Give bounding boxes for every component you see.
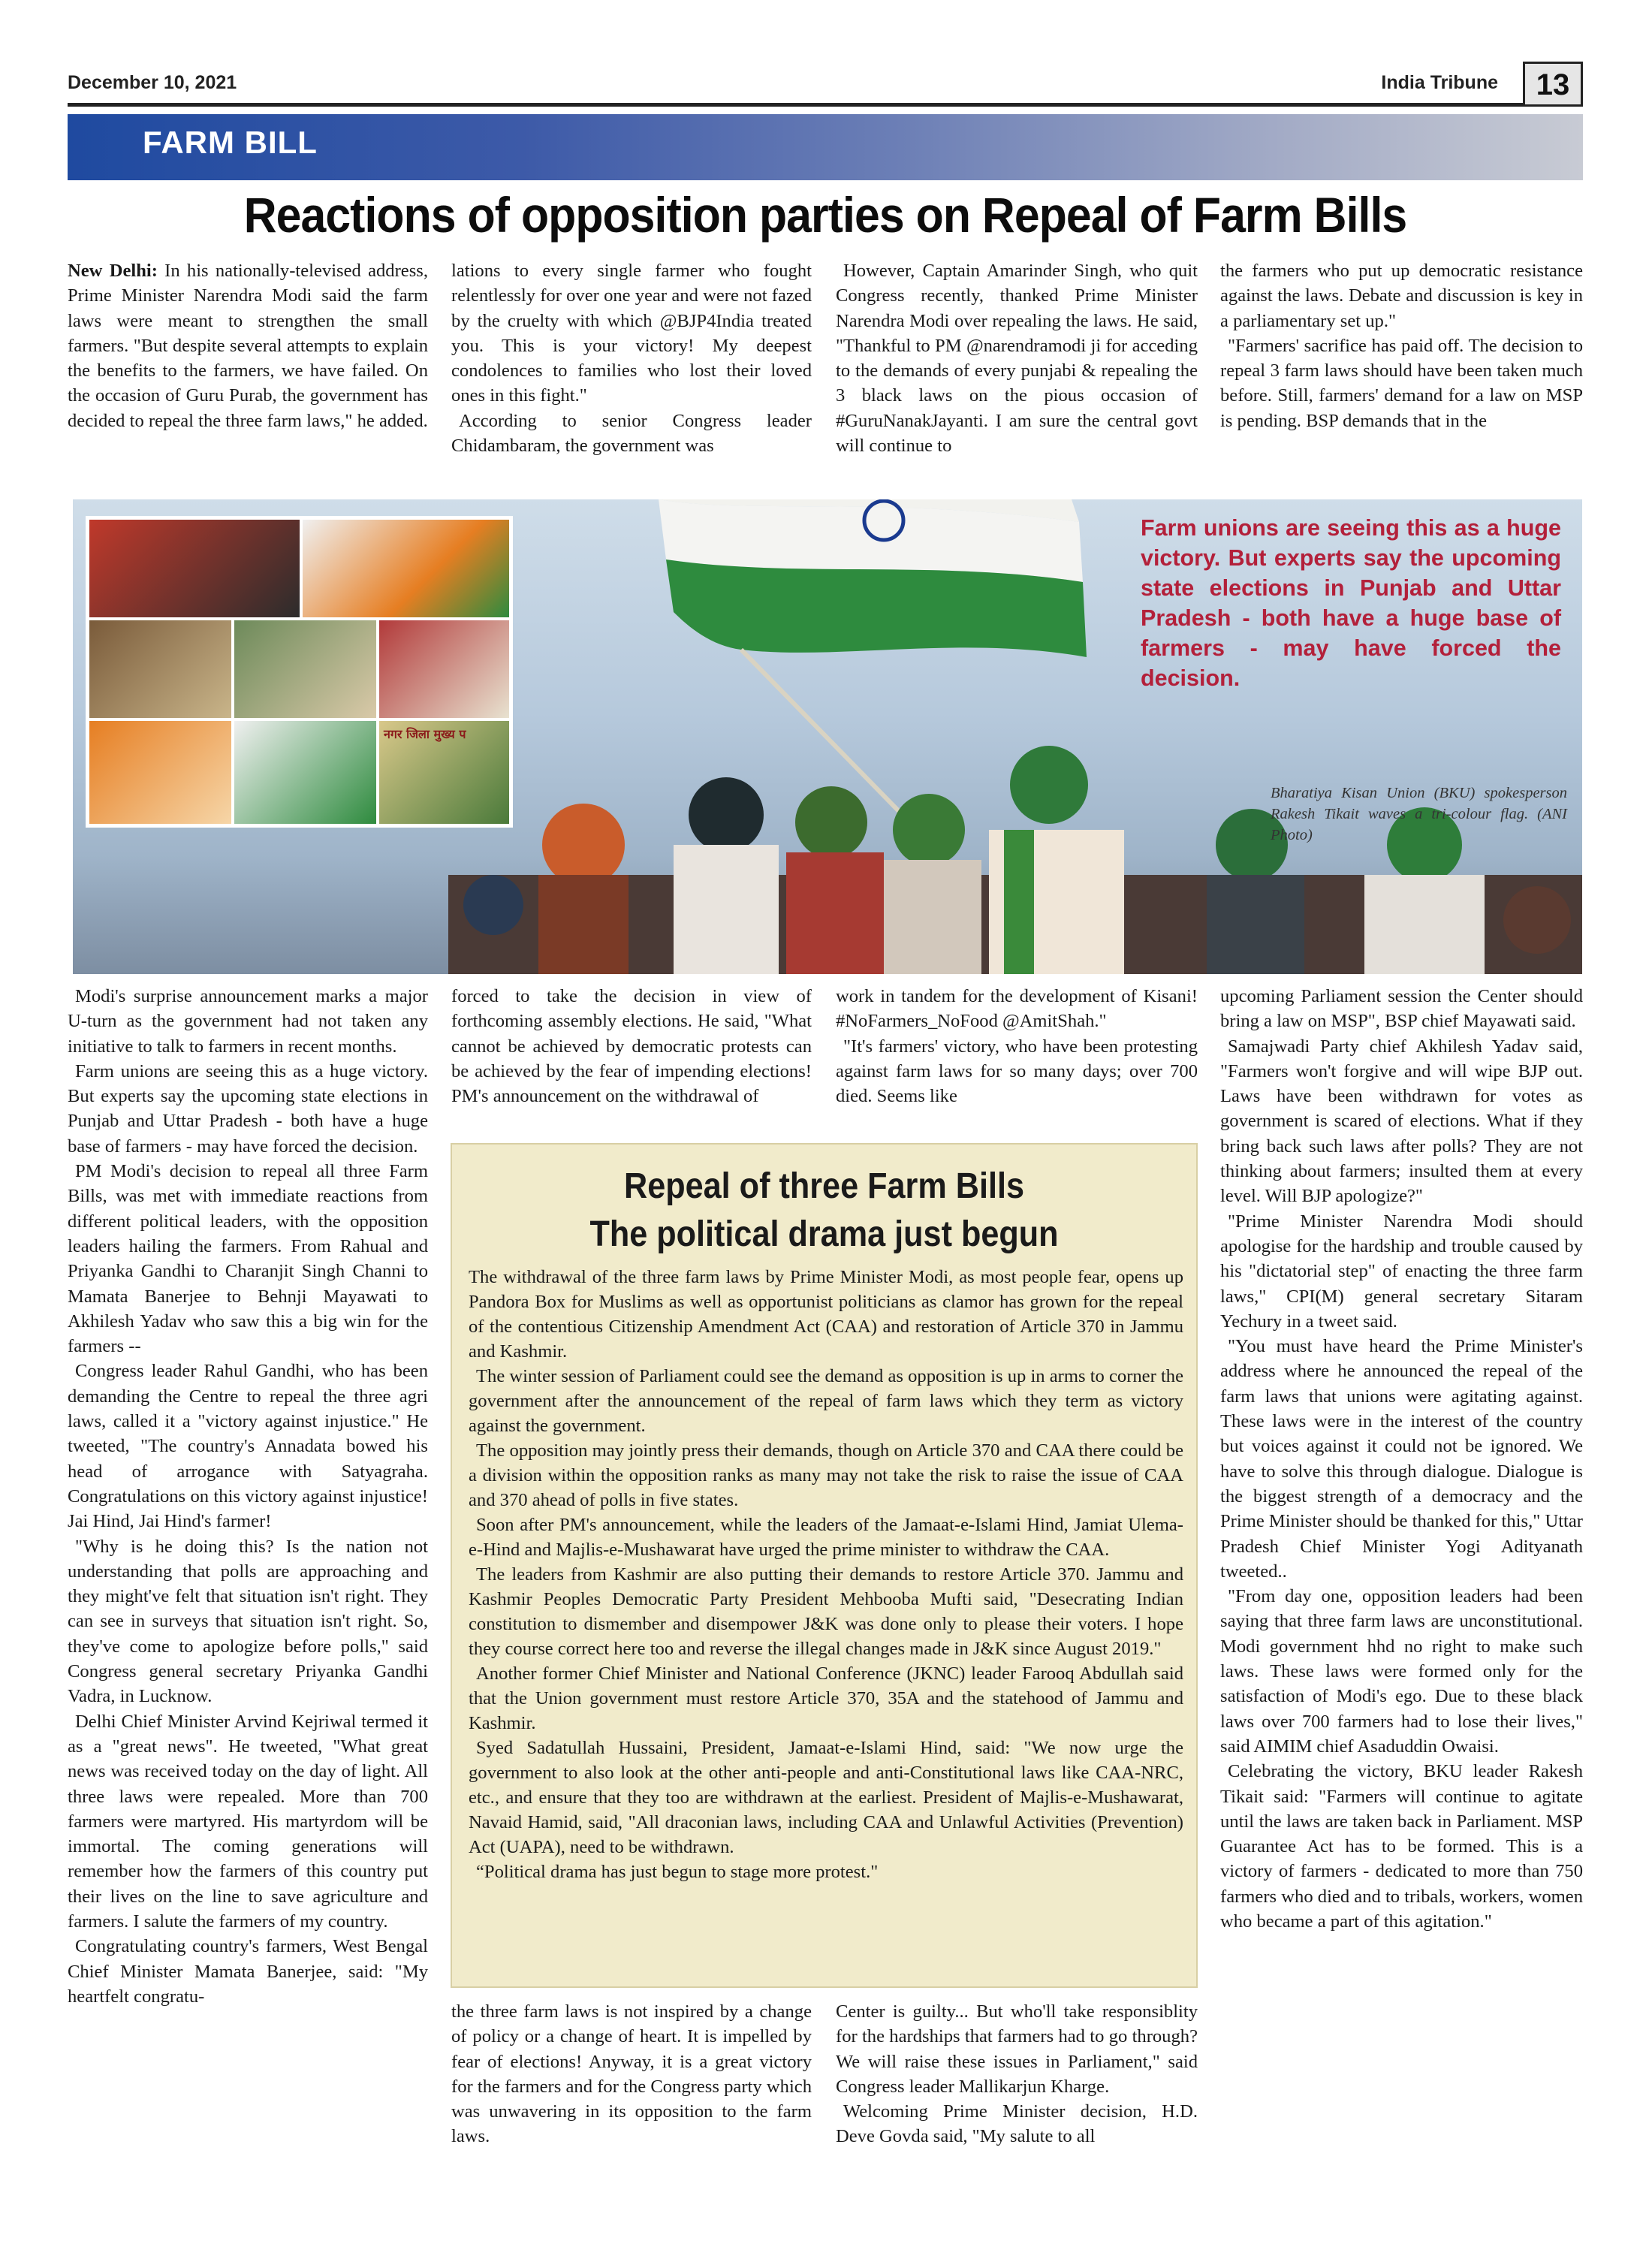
- photo-caption: Bharatiya Kisan Union (BKU) spokesperson Rakesh Tikait waves a tri-colour flag. (ANI Photo): [1271, 785, 1567, 843]
- sidebar-title-line-1: Repeal of three Farm Bills: [624, 1166, 1024, 1206]
- article-column-2-bottom: [451, 984, 812, 1134]
- page-number: 13: [1523, 62, 1583, 107]
- paragraph: The opposition may jointly press their demands, though on Article 370 and CAA there could be a division within the opposition ranks as many may not take the risk to raise the issue of CAA and 370 ahead of polls in five states.: [469, 1440, 1183, 1510]
- paragraph: Another former Chief Minister and National Conference (JKNC) leader Farooq Abdullah said that the Union government must restore Article 370, 35A and the statehood of Jammu and Kashmir.: [469, 1663, 1183, 1733]
- paragraph: Center is guilty... But who'll take responsiblity for the hardships that farmers had to go through? We will raise these issues in Parliament," said Congress leader Mallikarjun Kharge.: [836, 2001, 1198, 2097]
- collage-photo: [378, 619, 511, 719]
- paragraph: Farm unions are seeing this as a huge victory. But experts say the upcoming state elections in Punjab and Uttar Pradesh - both have a huge base of farmers - may have forced the decision.: [68, 1060, 428, 1157]
- paragraph: forced to take the decision in view of forthcoming assembly elections. He said, "What cannot be achieved by democratic protests can be achieved by the fear of impending elections! PM's announcement on the withdrawal of: [451, 986, 812, 1107]
- paragraph: Modi's surprise announcement marks a major U-turn as the government had not taken any initiative to talk to farmers in recent months.: [68, 986, 428, 1057]
- paragraph: "Farmers' sacrifice has paid off. The decision to repeal 3 farm laws should have been taken much before. Still, farmers' demand for a law on MSP is pending. BSP demands that in the: [1220, 335, 1583, 431]
- article-column-3-bottom: [836, 984, 1198, 1134]
- paragraph: "From day one, opposition leaders had been saying that three farm laws are unconstitutional. Modi government hhd no right to make such laws. These laws were formed only for the satisfaction of Modi's ego. Due to these black laws over 700 farmers had to lose their lives," said AIMIM chief Asaduddin Owaisi.: [1220, 1586, 1583, 1757]
- article-column-2-end: [451, 1999, 812, 2202]
- leaders-collage: [86, 516, 513, 828]
- paragraph: The leaders from Kashmir are also putting their demands to restore Article 370. Jammu and Kashmir Peoples Democratic Party President Mehbooba Mufti said, "Desecrating Indian constitution to dismember and disempower J&K was done only to please their voters. I hope they course correct here too and reverse the illegal changes made in J&K since August 2019.": [469, 1564, 1183, 1659]
- article-column-2-top: [451, 258, 812, 487]
- article-column-1-bottom: [68, 984, 428, 2200]
- issue-date: December 10, 2021: [68, 72, 237, 93]
- paragraph: Soon after PM's announcement, while the leaders of the Jamaat-e-Islami Hind, Jamiat Ulema-e-Hind and Majlis-e-Mushawarat have urged the prime minister to withdraw the CAA.: [469, 1515, 1183, 1560]
- article-column-3-top: [836, 258, 1198, 487]
- tricolour-flag: [644, 499, 1087, 657]
- dateline: New Delhi:: [68, 261, 158, 281]
- paragraph: The winter session of Parliament could see the demand as opposition is up in arms to corner the government after the announcement of the repeal of farm laws which they term as victory against the government.: [469, 1366, 1183, 1436]
- collage-photo: [301, 518, 511, 619]
- paragraph: "Why is he doing this? Is the nation not understanding that polls are approaching and they might've felt that situation isn't right. They can see in surveys that situation isn't right. So, they've come to apologize before polls," said Congress general secretary Priyanka Gandhi Vadra, in Lucknow.: [68, 1536, 428, 1707]
- paragraph: "Prime Minister Narendra Modi should apologise for the hardship and trouble caused by his "dictatorial step" of enacting the three farm laws," CPI(M) general secretary Sitaram Yechury in a tweet said.: [1220, 1211, 1583, 1332]
- paragraph: Delhi Chief Minister Arvind Kejriwal termed it as a "great news". He tweeted, "What great news was received today on the day of light. All three laws were repealed. More than 700 farmers were martyred. His martyrdom will be immortal. The coming generations will remember how the farmers of this country put their lives on the line to save agriculture and farmers. I salute the farmers of my country.: [68, 1711, 428, 1932]
- paragraph: upcoming Parliament session the Center should bring a law on MSP", BSP chief Mayawati said.: [1220, 986, 1583, 1032]
- article-column-3-end: [836, 1999, 1198, 2202]
- paragraph: the three farm laws is not inspired by a change of policy or a change of heart. It is impelled by fear of elections! Anyway, it is a great victory for the farmers and for the Congress party which was unwavering in its opposition to the farm laws.: [451, 2001, 812, 2147]
- paragraph: the farmers who put up democratic resistance against the laws. Debate and discussion is key in a parliamentary set up.": [1220, 261, 1583, 331]
- article-column-4-top: [1220, 258, 1583, 487]
- publication-name: India Tribune: [1381, 72, 1498, 93]
- section-band: [68, 114, 1583, 180]
- paragraph: lations to every single farmer who fought relentlessly for over one year and were not fazed by the cruelty with which @BJP4India treated you. This is your victory! My deepest condolences to families who lost their loved ones in this fight.": [451, 261, 812, 406]
- collage-photo: [88, 518, 301, 619]
- paragraph: Congress leader Rahul Gandhi, who has been demanding the Centre to repeal the three agri laws, called it a "victory against injustice." He tweeted, "The country's Annadata bowed his head of arrogance with Satyagraha. Congratulations on this victory against injustice! Jai Hind, Jai Hind's farmer!: [68, 1361, 428, 1532]
- paragraph: PM Modi's decision to repeal all three Farm Bills, was met with immediate reactions from different political leaders, with the opposition leaders hailing the farmers. From Rahual and Priyanka Gandhi to Charanjit Singh Channi to Mamata Banerjee to Behnji Mayawati to Akhilesh Yadav who saw this a big win for the farmers --: [68, 1161, 428, 1357]
- paragraph: Samajwadi Party chief Akhilesh Yadav said, "Farmers won't forgive and will wipe BJP out. Laws have been withdrawn for votes as government is scared of elections. What if they bring back such laws after polls? They are not thinking about farmers; insulted them at every level. Will BJP apologize?": [1220, 1036, 1583, 1207]
- headline: Reactions of opposition parties on Repeal of Farm Bills: [243, 187, 1407, 243]
- sidebar-body: [469, 1265, 1183, 1884]
- pull-quote: Farm unions are seeing this as a huge victory. But experts say the upcoming state elections in Punjab and Uttar Pradesh - both have a huge base of farmers - may have forced the decision.: [1141, 515, 1561, 691]
- collage-photo: [233, 719, 378, 825]
- article-column-1-top: [68, 258, 428, 487]
- collage-photo: [378, 719, 511, 825]
- paragraph: Syed Sadatullah Hussaini, President, Jamaat-e-Islami Hind, said: "We now urge the government to also look at the other anti-people and anti-Constitutional laws like CAA-NRC, etc., and ensure that they too are withdrawn at the earliest. President of Majlis-e-Mushawarat, Navaid Hamid, said, "All draconian laws, including CAA and Unlawful Activities (Prevention) Act (UAPA), need to be withdrawn.: [469, 1738, 1183, 1857]
- paragraph: In his nationally-televised address, Prime Minister Narendra Modi said the farm laws were meant to strengthen the small farmers. "But despite several attempts to explain the benefits to the farmers, we have failed. On the occasion of Guru Purab, the government has decided to repeal the three farm laws," he added.: [68, 261, 428, 431]
- collage-photo: [233, 619, 378, 719]
- sidebar-title-line-2: The political drama just begun: [589, 1214, 1059, 1254]
- collage-poster-text: नगर जिला मुख्य प: [384, 727, 466, 741]
- crowd: [448, 746, 1582, 974]
- paragraph: Celebrating the victory, BKU leader Rakesh Tikait said: "Farmers will continue to agitate until the laws are taken back in Parliament. MSP Guarantee Act has to be formed. This is a victory of farmers - dedicated to more than 750 farmers who died and to tribals, workers, women who became a part of this agitation.": [1220, 1761, 1583, 1932]
- paragraph: The withdrawal of the three farm laws by Prime Minister Modi, as most people fear, opens up Pandora Box for Muslims as well as opportunist politicians as clamor has grown for the repeal of the contentious Citizenship Amendment Act (CAA) and restoration of Article 370 in Jammu and Kashmir.: [469, 1267, 1183, 1362]
- paragraph: Congratulating country's farmers, West Bengal Chief Minister Mamata Banerjee, said: "My heartfelt congratu-: [68, 1936, 428, 2007]
- sidebar-box: [451, 1143, 1198, 1988]
- paragraph: According to senior Congress leader Chidambaram, the government was: [451, 410, 812, 457]
- header-rule: [68, 103, 1524, 107]
- paragraph: "You must have heard the Prime Minister's address where he announced the repeal of the farm laws that unions were agitating against. These laws were in the interest of the country but voices against it could not be ignored. We have to solve this through dialogue. Dialogue is the biggest strength of a democracy and the Prime Minister should be thanked for this," Uttar Pradesh Chief Minister Yogi Adityanath tweeted..: [1220, 1336, 1583, 1582]
- paragraph: "It's farmers' victory, who have been protesting against farm laws for so many days; over 700 died. Seems like: [836, 1036, 1198, 1107]
- paragraph: work in tandem for the development of Kisani! #NoFarmers_NoFood @AmitShah.": [836, 986, 1198, 1032]
- article-column-4-bottom: [1220, 984, 1583, 2200]
- section-label: FARM BILL: [143, 125, 318, 160]
- main-photo: [73, 499, 1582, 974]
- paragraph: “Political drama has just begun to stage more protest.": [476, 1862, 879, 1882]
- collage-photo: [88, 719, 233, 825]
- collage-photo: [88, 619, 233, 719]
- paragraph: Welcoming Prime Minister decision, H.D. Deve Govda said, "My salute to all: [836, 2101, 1198, 2147]
- paragraph: However, Captain Amarinder Singh, who quit Congress recently, thanked Prime Minister Narendra Modi over repealing the laws. He said, "Thankful to PM @narendramodi ji for acceding to the demands of every punjabi & repealing the 3 black laws on the pious occasion of #GuruNanakJayanti. I am sure the central govt will continue to: [836, 261, 1198, 457]
